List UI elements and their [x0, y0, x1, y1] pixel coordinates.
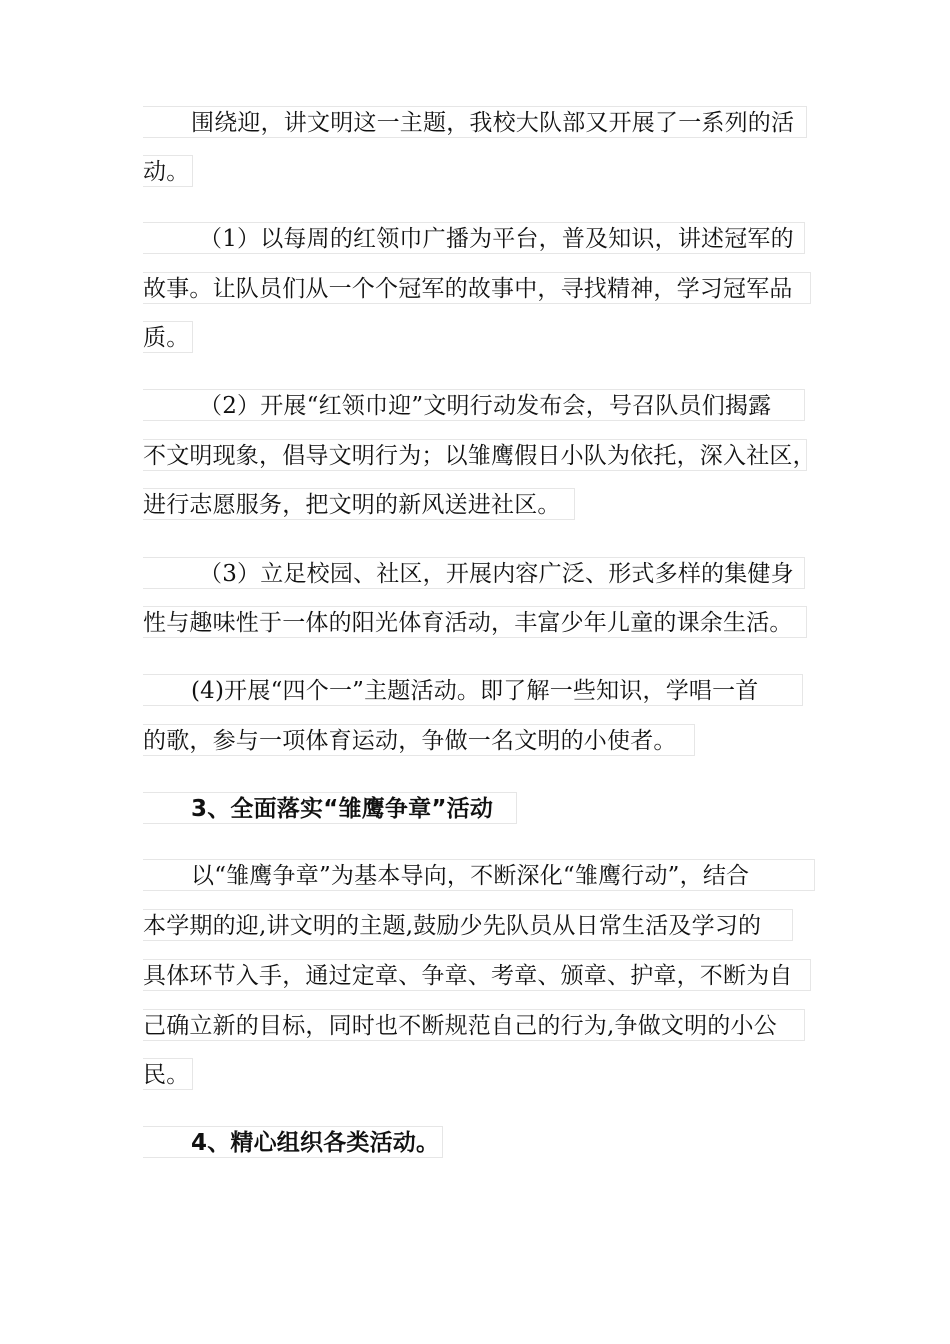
paragraph-2-line-1: （1）以每周的红领巾广播为平台，普及知识，讲述冠军的: [143, 222, 805, 254]
section-heading-4: 4、精心组织各类活动。: [143, 1126, 443, 1158]
paragraph-3-line-1: （2）开展“红领巾迎”文明行动发布会，号召队员们揭露: [143, 389, 805, 421]
paragraph-6-line-1: 以“雏鹰争章”为基本导向，不断深化“雏鹰行动”，结合: [143, 859, 815, 891]
paragraph-5-line-1: (4)开展“四个一”主题活动。即了解一些知识，学唱一首: [143, 674, 803, 706]
paragraph-1-line-2: 动。: [143, 155, 193, 187]
paragraph-6-line-5: 民。: [143, 1058, 193, 1090]
paragraph-1-line-1: 围绕迎，讲文明这一主题，我校大队部又开展了一系列的活: [143, 106, 807, 138]
paragraph-4-line-2: 性与趣味性于一体的阳光体育活动，丰富少年儿童的课余生活。: [143, 606, 807, 638]
paragraph-3-line-2: 不文明现象，倡导文明行为；以雏鹰假日小队为依托，深入社区，: [143, 439, 807, 471]
paragraph-6-line-2: 本学期的迎,讲文明的主题,鼓励少先队员从日常生活及学习的: [143, 909, 793, 941]
paragraph-4-line-1: （3）立足校园、社区，开展内容广泛、形式多样的集健身: [143, 557, 805, 589]
paragraph-2-line-3: 质。: [143, 321, 193, 353]
paragraph-6-line-3: 具体环节入手，通过定章、争章、考章、颁章、护章，不断为自: [143, 959, 811, 991]
paragraph-6-line-4: 己确立新的目标，同时也不断规范自己的行为,争做文明的小公: [143, 1009, 805, 1041]
paragraph-2-line-2: 故事。让队员们从一个个冠军的故事中，寻找精神，学习冠军品: [143, 272, 811, 304]
paragraph-3-line-3: 进行志愿服务，把文明的新风送进社区。: [143, 488, 575, 520]
paragraph-5-line-2: 的歌，参与一项体育运动，争做一名文明的小使者。: [143, 724, 695, 756]
section-heading-3: 3、全面落实“雏鹰争章”活动: [143, 792, 517, 824]
